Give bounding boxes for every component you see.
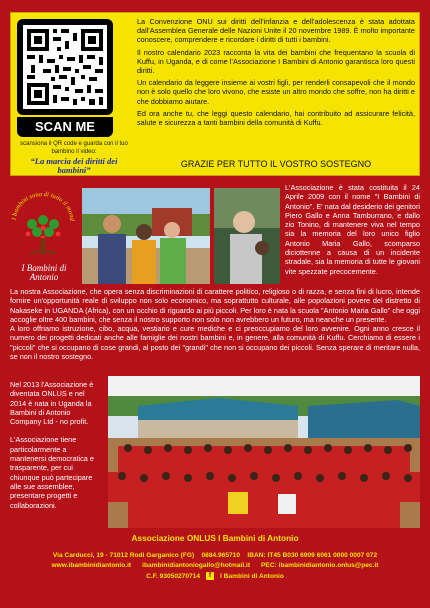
photo-group-portrait <box>82 188 210 284</box>
footer-title: Associazione ONLUS I Bambini di Antonio <box>131 533 299 543</box>
association-history: L'Associazione è stata costituita il 24 Aprile 2009 con il nome "I Bambini di Antonio". E' nata dal desiderio dei genitori Piero Gallo e Anna Tamburrano, e dallo zio Tonino, di mantenere viva nel tempo sia la memoria del loro unico figlio Antonio Maria Gallo, scomparso diciottenne a causa di un incidente stradale, sia la memoria di tutte le giovani vite spezzate precocemente. <box>285 183 421 276</box>
footer-cf: C.F. 93050270714 <box>146 572 201 580</box>
intro-box <box>10 12 420 176</box>
footer-address: Via Carducci, 19 - 71012 Rodi Garganico (FG) <box>52 552 195 559</box>
tree-logo-icon <box>10 190 76 262</box>
intro-paragraph: La Convenzione ONU sui diritti dell'infanzia e dell'adolescenza è stata adottata dall'Assemblea Generale delle Nazioni Unite il 20 novembre 1989. È molto importante conoscere, comprendere e ricordare i diritti di tutti i bambini. <box>137 17 415 45</box>
qr-caption: scansiona il QR code e guarda con il tuo bambino il video: <box>20 141 128 155</box>
thanks-heading: GRAZIE PER TUTTO IL VOSTRO SOSTEGNO <box>180 159 372 169</box>
footer-pec-link[interactable]: PEC: ibambinidiantonio.onlus@pec.it <box>261 562 379 569</box>
onlus-paragraph: Nel 2013 l'Associazione è diventata ONLUS e nel 2014 è nata in Uganda la Bambini di Antonio Company Ltd - no profit. <box>10 380 94 427</box>
mission-paragraph: A loro offriamo istruzione, cibo, acqua, vestiario e cure mediche e ci preoccupiamo del loro avvenire. Ogni anno cresce il numero dei progetti dedicati anche alle famiglie dei nostri bambini e, in genere, alla comunità di Kuffu. Cerchiamo di essere i "piccoli" che si occupano di cose grandi, al posto dei "grandi" che non si occupano dei piccoli. Senza sperare di meritare nulla, se non il nostro sostegno. <box>10 324 420 362</box>
footer-email-link[interactable]: ibambinidiantoniogallo@hotmail.it <box>142 562 251 569</box>
qr-code-graphic <box>17 19 113 115</box>
qr-code[interactable] <box>17 19 113 115</box>
facebook-icon[interactable]: f <box>206 572 214 580</box>
intro-paragraph: Ed ora anche tu, che leggi questo calendario, hai contribuito ad assicurare felicità, salute e sicurezza a tanti bambini della comunità di Kuffu. <box>137 108 415 128</box>
intro-paragraph: Un calendario da leggere insieme ai vostri figli, per renderli consapevoli che il mondo non è solo quello che loro vivono, che esiste un altro mondo che soffre, non ha diritti e che dobbiamo aiutare. <box>137 78 415 106</box>
association-mission <box>10 287 420 361</box>
footer-facebook-link[interactable]: I Bambini di Antonio <box>220 572 284 580</box>
footer-website-link[interactable]: www.ibambinidiantonio.it <box>51 562 132 569</box>
intro-paragraph: Il nostro calendario 2023 racconta la vita dei bambini che frequentano la scuola di Kuffu, in Uganda, e di come l'Associazione I Bambini di Antonio garantisca loro questi diritti. <box>137 47 415 76</box>
logo-name: I Bambini di Antonio <box>21 263 67 282</box>
footer-phone: 0884.965710 <box>201 552 241 559</box>
intro-text <box>137 17 415 130</box>
photo-portrait <box>214 188 280 284</box>
mission-paragraph: La nostra Associazione, che opera senza discriminazioni di carattere politico, religioso o di razza, e senza fini di lucro, intende fornire un'opportunità reale di sviluppo non solo economico, ma soprattutto culturale, alle popolazioni povere del distretto di Nakaseke in UGANDA (Africa), con un occhio di riguardo ai più piccoli. Per loro è nata la scuola "Antonio Maria Gallo" che oggi accoglie oltre 400 bambini, che senza il nostro supporto non solo non avrebbero un futuro, ma neanche un presente. <box>10 287 420 324</box>
footer <box>0 532 430 608</box>
footer-iban: IBAN: IT45 B030 6909 6061 0000 0007 072 <box>247 552 378 559</box>
motto: “La marcia dei diritti dei bambini” <box>30 156 118 175</box>
footer-ids <box>0 572 430 580</box>
footer-contacts <box>0 552 430 559</box>
transparency-paragraph: L'Associazione tiene particolarmente a mantenersi democratica e trasparente, per cui chiunque può partecipare alle sue assemblee, presentare progetti e collaborazioni. <box>10 435 94 510</box>
photo-school-children <box>108 376 420 528</box>
footer-online <box>0 562 430 569</box>
qr-panel <box>15 17 133 173</box>
association-notes <box>10 380 102 519</box>
scan-me-label: SCAN ME <box>17 117 113 137</box>
logo-arc-text: I bambini sono di tutto il mond <box>10 190 76 221</box>
